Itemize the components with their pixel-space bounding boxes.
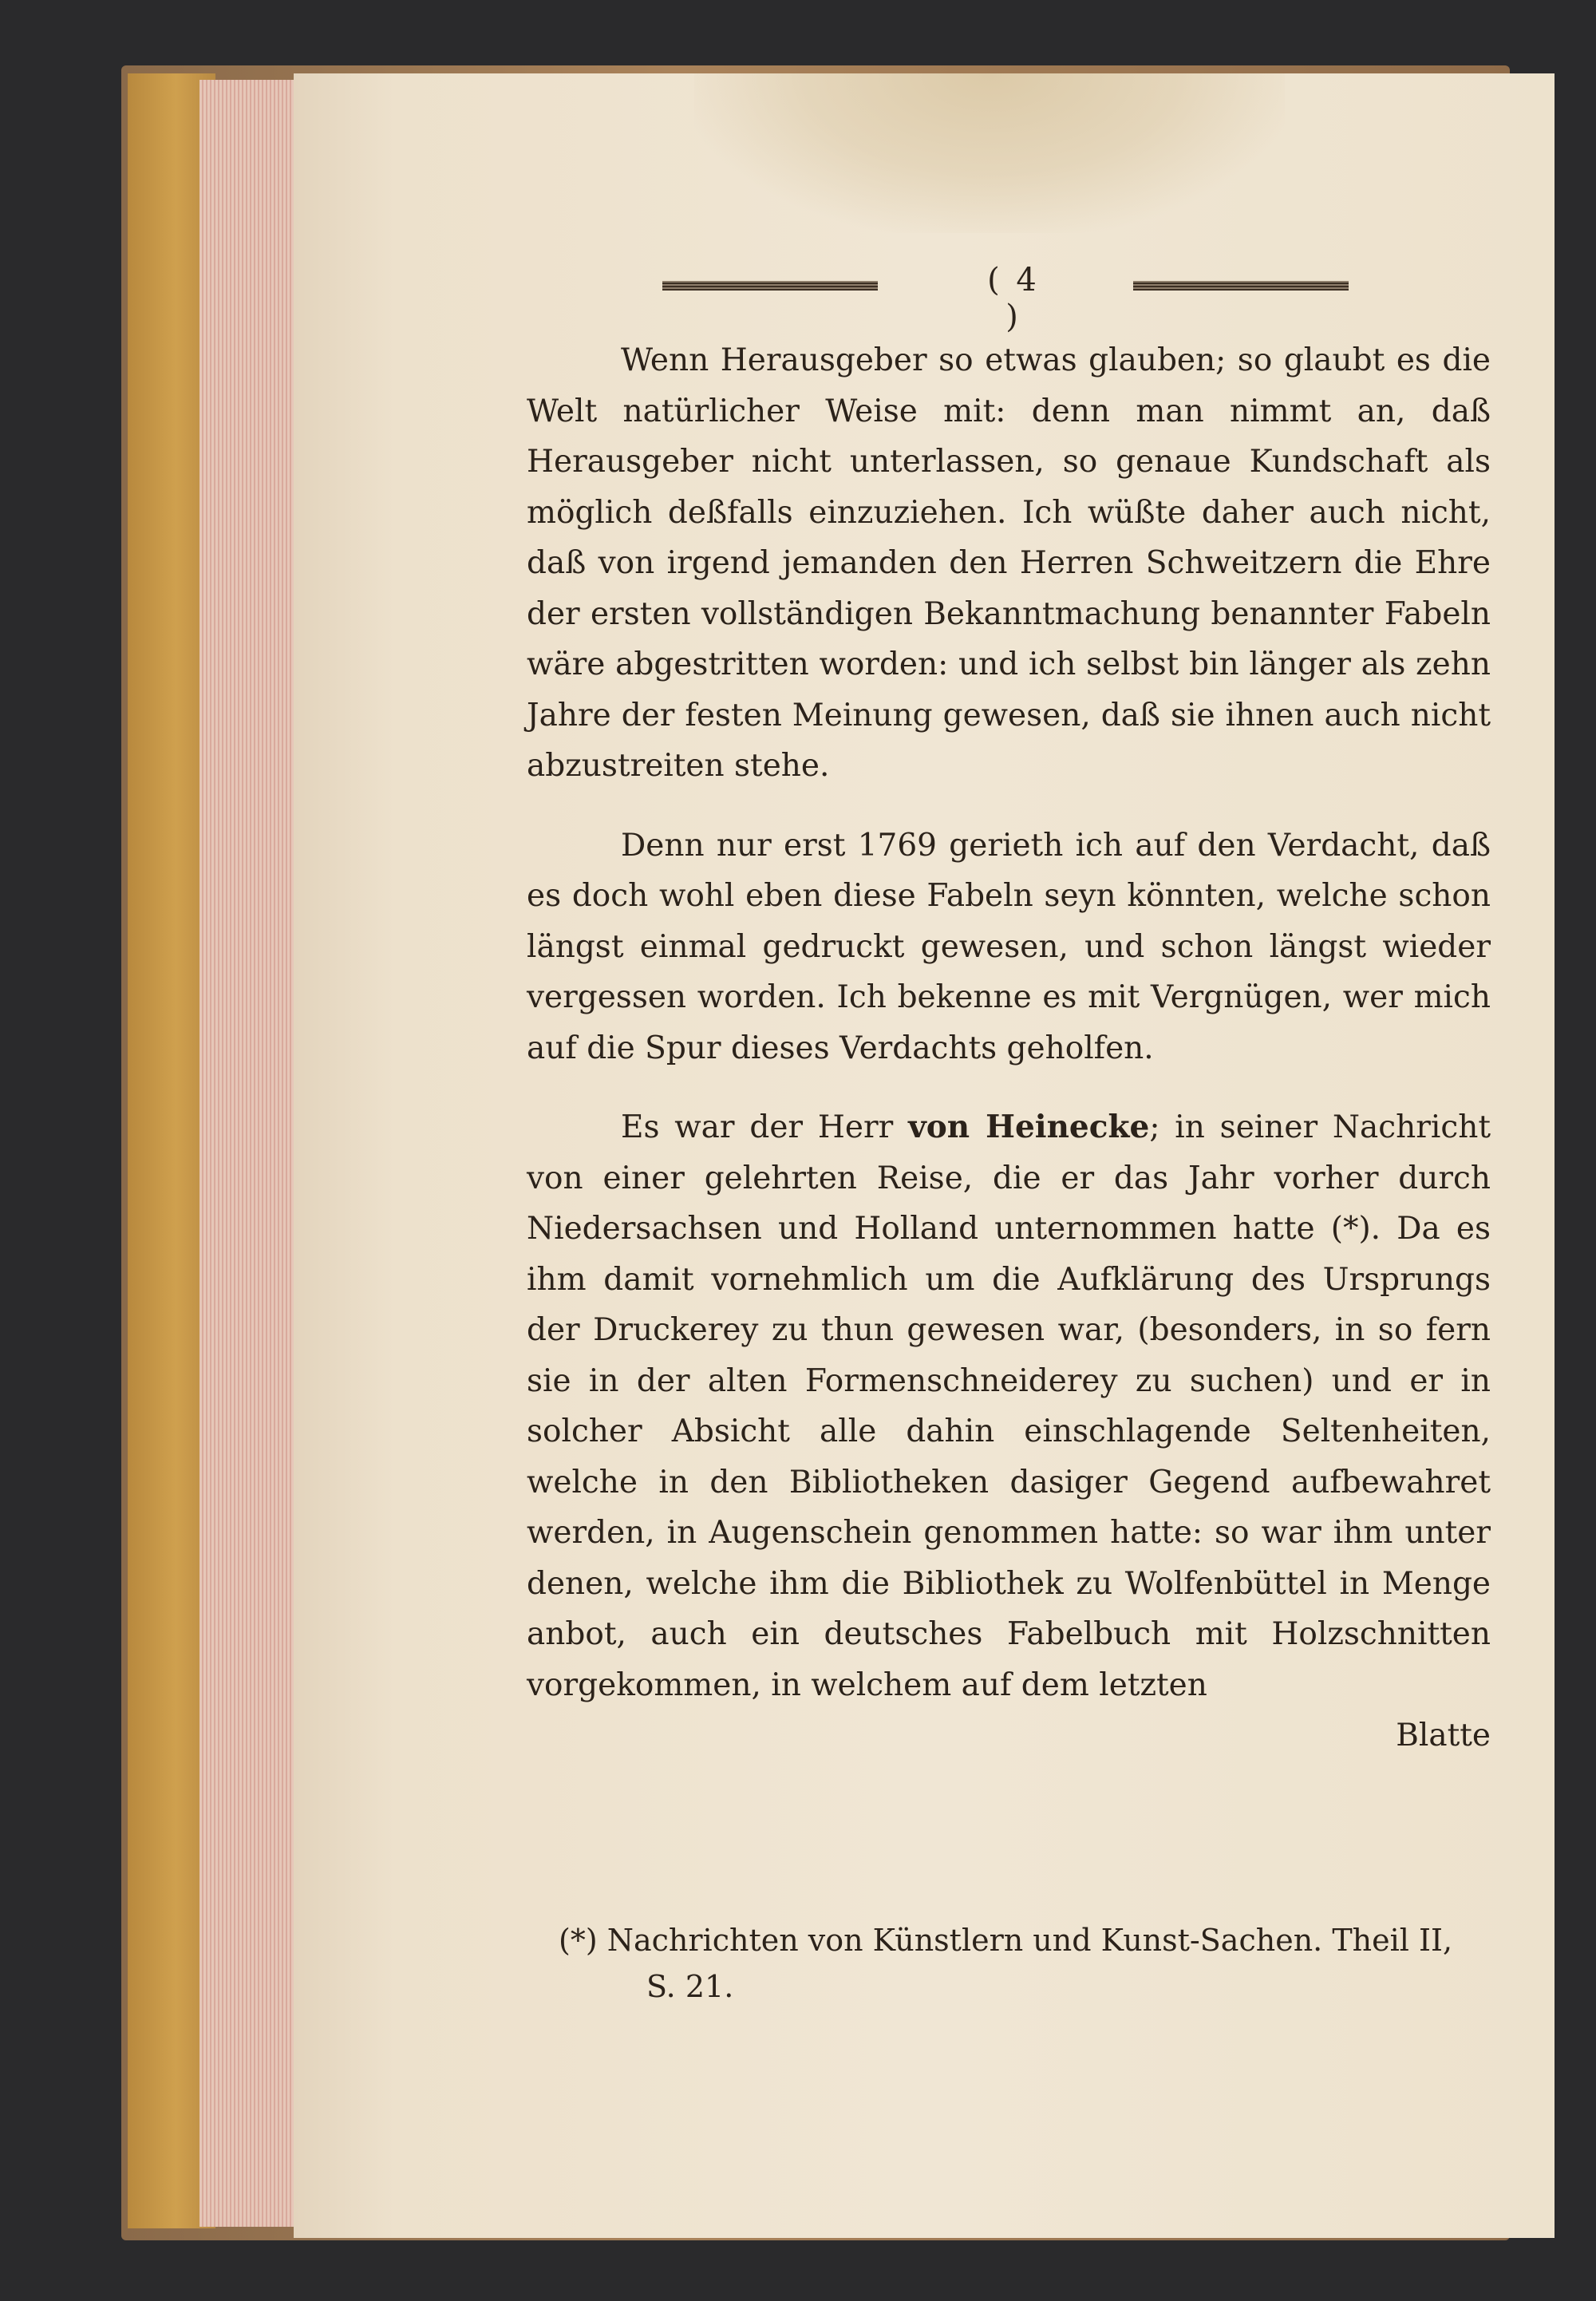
body-text bbox=[527, 335, 1491, 1761]
catchword: Blatte bbox=[1396, 1718, 1491, 1753]
page-number: ( 4 ) bbox=[987, 262, 1040, 335]
paragraph-3-rest: ; in seiner Nachricht von einer gelehrten Reise, die er das Jahr vorher durch Niedersachsen und Holland unternommen hatte (*). Da es ihm damit vornehmlich um die Aufklärung des Ursprungs der Druckerey zu thun gewesen war, (besonders, in so fern sie in der alten Formenschneiderey zu suchen) und er in solcher Absicht alle dahin einschlagende Seltenheiten, welche in den Bibliotheken dasiger Gegend aufbewahret werden, in Augenschein genommen hatte: so war ihm unter denen, welche ihm die Bibliothek zu Wolfenbüttel in Menge anbot, auch ein deutsches Fabelbuch mit Holzschnitten vorgekommen, in welchem auf dem letzten bbox=[527, 1109, 1491, 1703]
paragraph-3 bbox=[527, 1102, 1491, 1710]
paragraph-2: Denn nur erst 1769 gerieth ich auf den Verdacht, daß es doch wohl eben diese Fabeln seyn könnten, welche schon längst einmal gedruckt gewesen, und schon längst wieder vergessen worden. Ich bekenne es mit Vergnügen, wer mich auf die Spur dieses Verdachts geholfen. bbox=[527, 827, 1491, 1066]
footnote-line-1: (*) Nachrichten von Künstlern und Kunst-Sachen. Theil II, bbox=[559, 1923, 1453, 1958]
paragraph-3-start: Es war der Herr bbox=[621, 1109, 909, 1145]
page-edges bbox=[200, 80, 303, 2227]
header-rule-left bbox=[662, 281, 878, 291]
footnote bbox=[559, 1917, 1491, 2010]
footnote-line-2: S. 21. bbox=[646, 1969, 734, 2004]
water-stain bbox=[694, 73, 1285, 233]
person-name: von Heinecke bbox=[908, 1109, 1150, 1145]
paragraph-1: Wenn Herausgeber so etwas glauben; so glaubt es die Welt natürlicher Weise mit: denn man nimmt an, daß Herausgeber nicht unterlassen, so genaue Kundschaft als möglich deßfalls einzuziehen. Ich wüßte daher auch nicht, daß von irgend jemanden den Herren Schweitzern die Ehre der ersten vollständigen Bekanntmachung benannter Fabeln wäre abgestritten worden: und ich selbst bin länger als zehn Jahre der festen Meinung gewesen, daß sie ihnen auch nicht abzustreiten stehe. bbox=[527, 342, 1491, 784]
page-header bbox=[654, 262, 1373, 335]
header-rule-right bbox=[1133, 281, 1349, 291]
